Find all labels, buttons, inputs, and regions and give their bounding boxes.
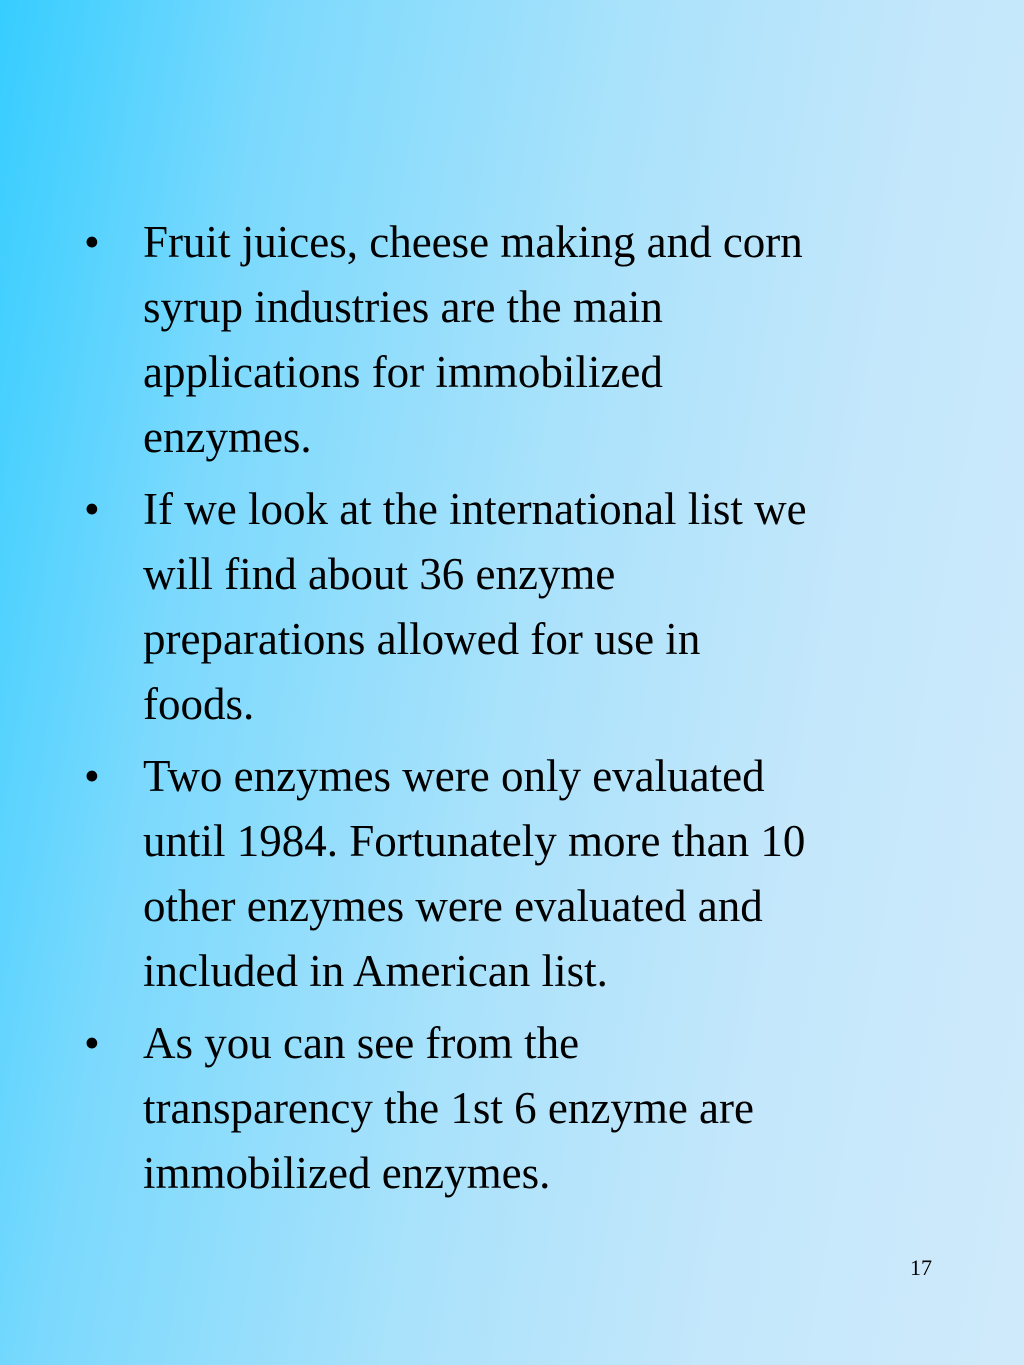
bullet-item — [84, 1011, 944, 1206]
page-number: 17 — [910, 1255, 932, 1280]
bullet-item — [84, 210, 944, 470]
bullet-icon: • — [84, 751, 100, 801]
bullet-item — [84, 477, 944, 737]
bullet-text: If we look at the international list we will find about 36 enzyme preparations allowed for use in foods. — [143, 484, 807, 729]
bullet-icon: • — [84, 217, 100, 267]
bullet-text: As you can see from the transparency the 1st 6 enzyme are immobilized enzymes. — [143, 1018, 754, 1198]
bullet-icon: • — [84, 484, 100, 534]
bullet-list — [84, 210, 944, 1213]
bullet-icon: • — [84, 1018, 100, 1068]
bullet-item — [84, 744, 944, 1004]
bullet-text: Fruit juices, cheese making and corn syrup industries are the main applications for immobilized enzymes. — [143, 217, 803, 462]
bullet-text: Two enzymes were only evaluated until 1984. Fortunately more than 10 other enzymes were evaluated and included in American list. — [143, 751, 806, 996]
